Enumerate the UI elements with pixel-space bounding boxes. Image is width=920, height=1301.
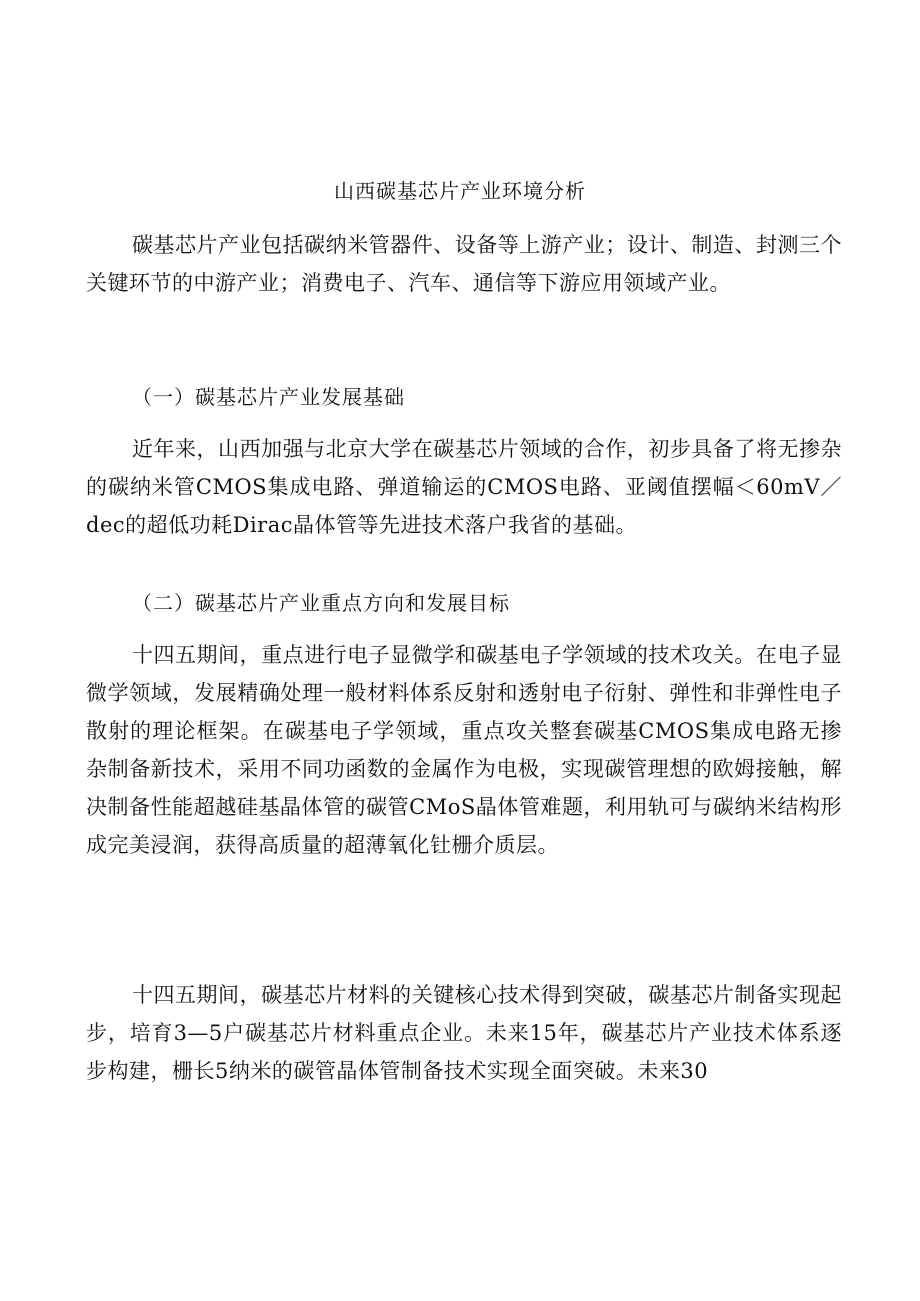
section-1-paragraph: 近年来，山西加强与北京大学在碳基芯片领域的合作，初步具备了将无掺杂的碳纳米管CMOS集成电路、弹道输运的CMOS电路、亚阈值摆幅＜60mV／dec的超低功耗Dirac晶体管等先进技术落户我省的基础。 — [86, 437, 842, 537]
section-1-heading: （一）碳基芯片产业发展基础 — [132, 385, 405, 409]
section-2-heading: （二）碳基芯片产业重点方向和发展目标 — [132, 591, 510, 615]
intro-paragraph: 碳基芯片产业包括碳纳米管器件、设备等上游产业；设计、制造、封测三个关键环节的中游产业；消费电子、汽车、通信等下游应用领域产业。 — [86, 233, 842, 295]
section-2-paragraph-2: 十四五期间，碳基芯片材料的关键核心技术得到突破，碳基芯片制备实现起步，培育3—5户碳基芯片材料重点企业。未来15年，碳基芯片产业技术体系逐步构建，栅长5纳米的碳管晶体管制备技术实现全面突破。未来30 — [86, 983, 842, 1083]
section-2-paragraph-1: 十四五期间，重点进行电子显微学和碳基电子学领域的技术攻关。在电子显微学领域，发展精确处理一般材料体系反射和透射电子衍射、弹性和非弹性电子散射的理论框架。在碳基电子学领域，重点攻关整套碳基CMOS集成电路无掺杂制备新技术，采用不同功函数的金属作为电极，实现碳管理想的欧姆接触，解决制备性能超越硅基晶体管的碳管CMoS晶体管难题，利用轨可与碳纳米结构形成完美浸润，获得高质量的超薄氧化钍栅介质层。 — [86, 643, 842, 857]
document-title: 山西碳基芯片产业环境分析 — [334, 179, 586, 203]
